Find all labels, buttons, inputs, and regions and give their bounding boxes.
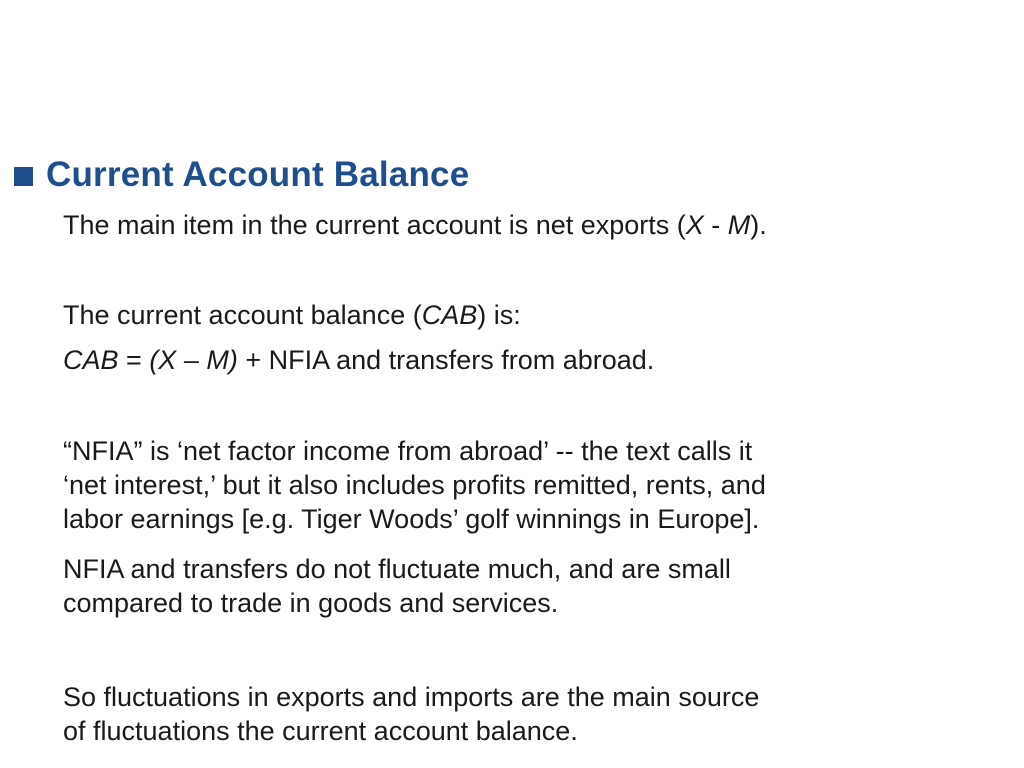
p4-line-3: labor earnings [e.g. Tiger Woods’ golf winnings in Europe]. (63, 504, 760, 534)
p1-italic-m: M (727, 210, 751, 240)
paragraph-net-exports (63, 208, 767, 242)
paragraph-nfia-fluctuation (63, 552, 731, 620)
p4-line-2: ‘net interest,’ but it also includes profits remitted, rents, and (63, 470, 766, 500)
p6-line-1: So fluctuations in exports and imports are the main source (63, 682, 760, 712)
p3-text-after: + NFIA and transfers from abroad. (237, 345, 655, 375)
p1-mid: - (703, 210, 728, 240)
p3-italic-expr: (X – M) (149, 345, 238, 375)
p1-text-before: The main item in the current account is net exports ( (63, 210, 686, 240)
p3-eq: = (118, 345, 150, 375)
p2-italic-cab: CAB (421, 300, 478, 330)
square-bullet-icon (14, 167, 33, 186)
p2-text-before: The current account balance ( (63, 300, 422, 330)
p4-line-1: “NFIA” is ‘net factor income from abroad’ -- the text calls it (63, 436, 753, 466)
paragraph-conclusion (63, 680, 759, 748)
p2-text-after: ) is: (477, 300, 521, 330)
p1-italic-x: X (685, 210, 704, 240)
paragraph-cab-formula (63, 343, 654, 377)
slide-heading: Current Account Balance (46, 155, 470, 194)
p5-line-2: compared to trade in goods and services. (63, 588, 559, 618)
paragraph-nfia-definition (63, 434, 766, 536)
p1-text-after: ). (750, 210, 767, 240)
p5-line-1: NFIA and transfers do not fluctuate much, and are small (63, 554, 731, 584)
p6-line-2: of fluctuations the current account balance. (63, 716, 578, 746)
paragraph-cab-intro (63, 298, 521, 332)
heading-row (14, 155, 469, 195)
p3-italic-cab: CAB (63, 345, 119, 375)
